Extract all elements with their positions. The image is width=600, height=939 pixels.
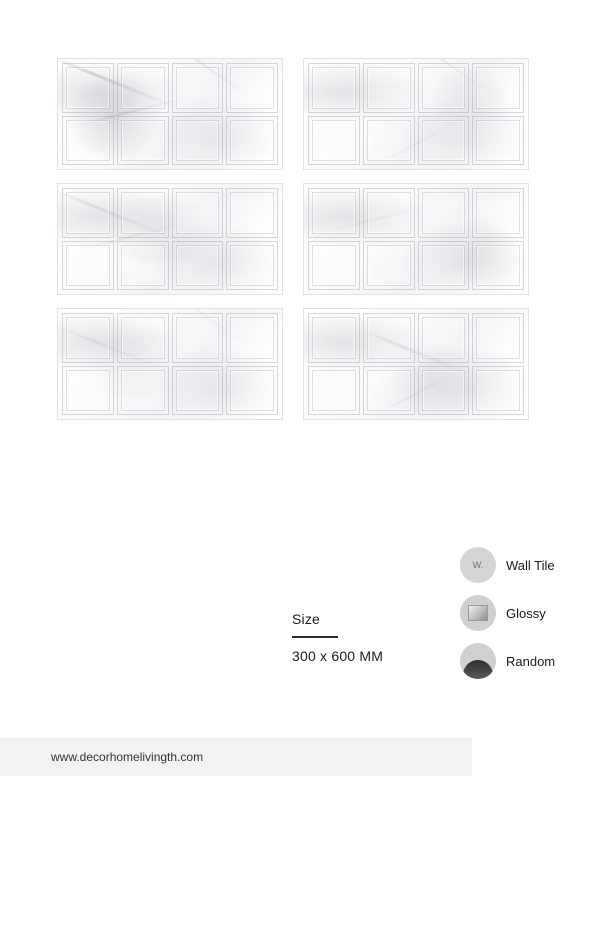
size-divider	[292, 636, 338, 638]
size-value: 300 x 600 MM	[292, 648, 384, 664]
attribute-label: Glossy	[506, 605, 546, 621]
tile-thumbnail[interactable]	[303, 183, 529, 295]
size-label: Size	[292, 611, 321, 627]
tile-panel-grid	[308, 313, 524, 415]
tile-gallery	[57, 58, 529, 420]
tile-thumbnail[interactable]	[303, 308, 529, 420]
tile-thumbnail[interactable]	[57, 308, 283, 420]
tile-thumbnail[interactable]	[57, 58, 283, 170]
wall-tile-icon	[460, 547, 496, 583]
footer-website-url[interactable]: www.decorhomelivingth.com	[51, 750, 204, 764]
tile-panel-grid	[62, 188, 278, 290]
attribute-label: Random	[506, 653, 556, 669]
tile-thumbnail[interactable]	[57, 183, 283, 295]
tile-thumbnail[interactable]	[303, 58, 529, 170]
attribute-wall-tile	[460, 546, 600, 584]
attribute-list	[460, 546, 600, 690]
attribute-label: Wall Tile	[506, 557, 555, 573]
size-block	[292, 611, 472, 664]
tile-panel-grid	[308, 63, 524, 165]
tile-panel-grid	[62, 313, 278, 415]
tile-panel-grid	[308, 188, 524, 290]
glossy-finish-icon	[460, 595, 496, 631]
random-pattern-icon	[460, 643, 496, 679]
attribute-random	[460, 642, 600, 680]
attribute-glossy	[460, 594, 600, 632]
tile-panel-grid	[62, 63, 278, 165]
wall-tile-icon-text: W.	[472, 560, 484, 570]
